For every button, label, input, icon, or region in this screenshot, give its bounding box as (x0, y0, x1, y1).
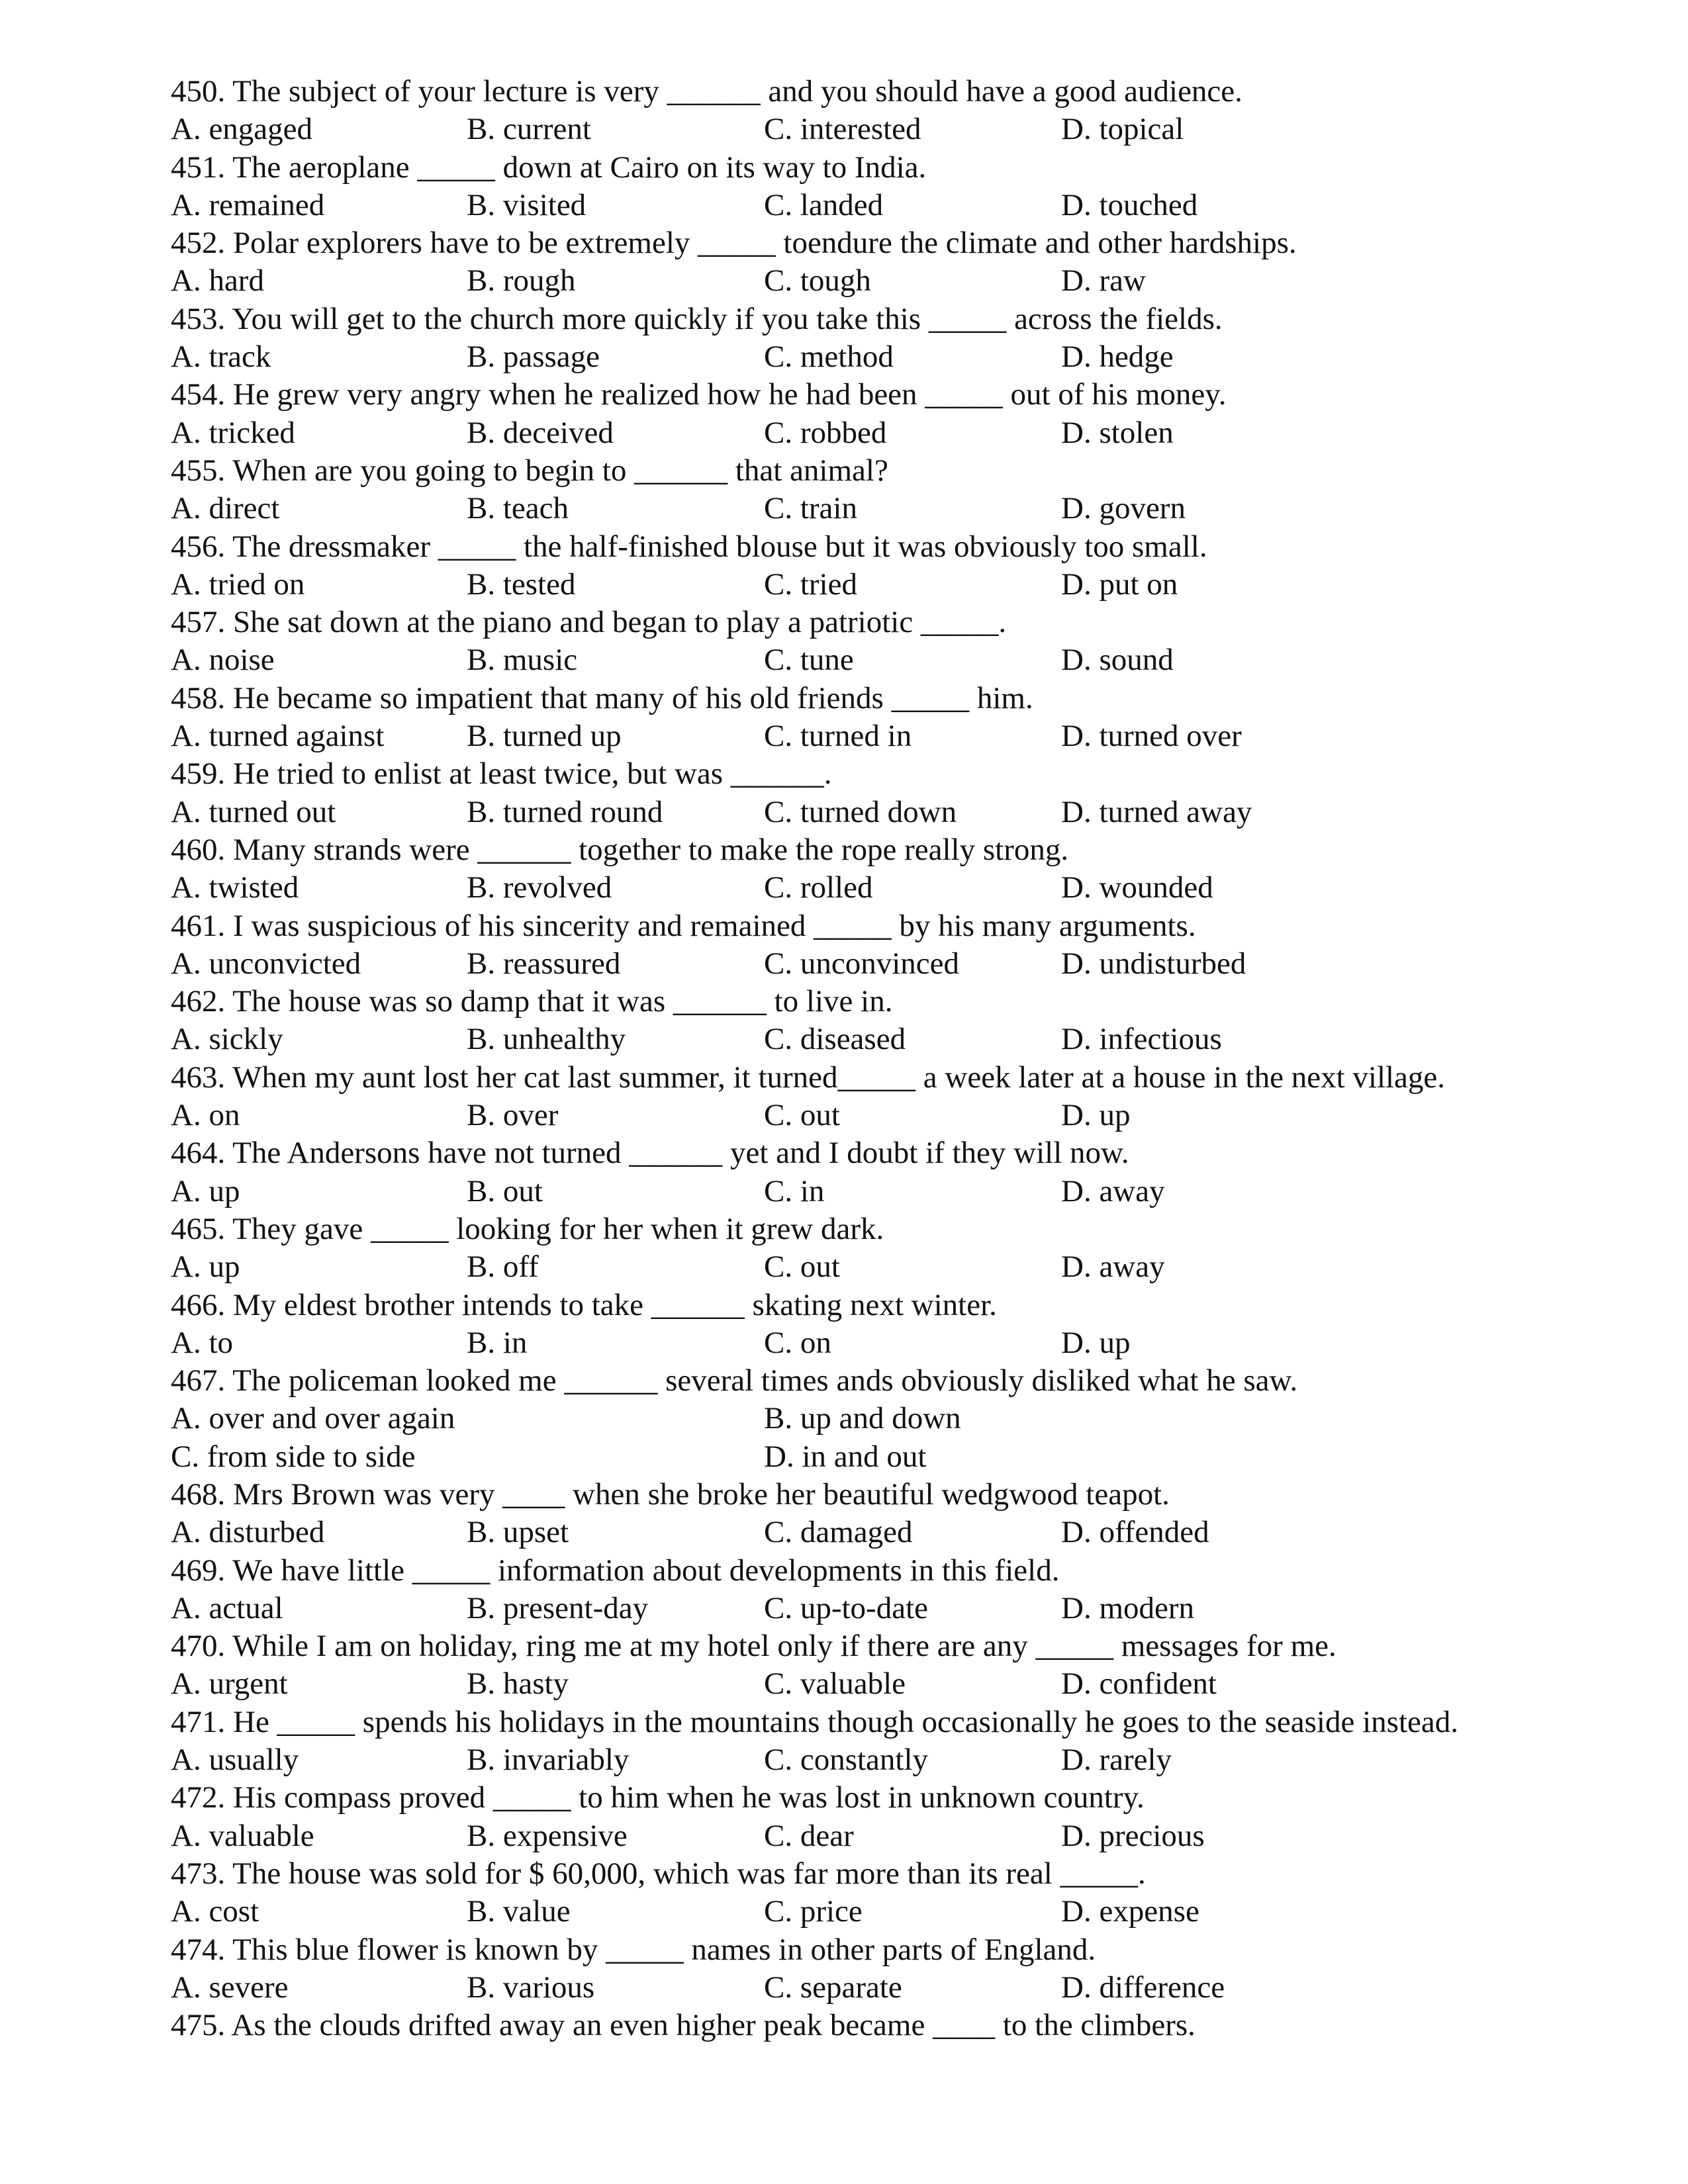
option-c: C. rolled (764, 870, 873, 905)
option-b: B. invariably (467, 1743, 630, 1778)
answer-options (171, 1817, 1475, 1855)
answer-options (171, 338, 1475, 376)
option-b: B. out (467, 1173, 543, 1208)
option-c: C. tried (764, 567, 857, 602)
option-c: C. train (764, 491, 857, 526)
option-d: D. precious (1061, 1818, 1205, 1853)
option-b: B. tested (467, 567, 576, 602)
option-b: B. rough (467, 263, 576, 298)
question-stem: 475. As the clouds drifted away an even higher peak became ____ to the climbers. (171, 2008, 1196, 2043)
option-b: B. reassured (467, 946, 621, 981)
option-b: B. turned round (467, 794, 663, 829)
document-page (171, 73, 1475, 2044)
option-b: B. up and down (764, 1401, 961, 1436)
option-d: D. confident (1061, 1666, 1217, 1702)
option-c: C. unconvinced (764, 946, 959, 981)
option-c: C. dear (764, 1818, 854, 1853)
option-a: A. sickly (171, 1022, 283, 1057)
question-stem: 471. He _____ spends his holidays in the mountains though occasionally he goes to the seaside instead. (171, 1704, 1458, 1739)
option-b: B. unhealthy (467, 1022, 626, 1057)
option-c: C. diseased (764, 1022, 906, 1057)
option-c: C. tune (764, 643, 854, 678)
option-b: B. upset (467, 1515, 569, 1550)
option-a: A. remained (171, 187, 325, 222)
option-d: D. in and out (764, 1439, 927, 1474)
option-a: A. to (171, 1325, 233, 1360)
option-d: D. govern (1061, 491, 1186, 526)
answer-options (171, 414, 1475, 452)
answer-options (171, 869, 1475, 907)
question-stem: 474. This blue flower is known by _____ names in other parts of England. (171, 1932, 1096, 1967)
option-a: A. engaged (171, 112, 313, 147)
option-b: B. current (467, 112, 591, 147)
option-c: C. damaged (764, 1515, 913, 1550)
option-c: C. from side to side (171, 1439, 416, 1474)
option-c: C. out (764, 1098, 840, 1133)
option-c: C. on (764, 1325, 831, 1360)
question-stem: 473. The house was sold for $ 60,000, which was far more than its real _____. (171, 1856, 1146, 1891)
option-a: A. up (171, 1173, 240, 1208)
option-d: D. away (1061, 1173, 1165, 1208)
question-stem: 464. The Andersons have not turned ______ yet and I doubt if they will now. (171, 1136, 1129, 1171)
option-a: A. direct (171, 491, 280, 526)
answer-options (171, 794, 1475, 831)
question-stem: 466. My eldest brother intends to take ______ skating next winter. (171, 1287, 997, 1322)
answer-options (171, 187, 1475, 224)
option-b: B. expensive (467, 1818, 628, 1853)
option-c: C. constantly (764, 1743, 929, 1778)
answer-options (171, 490, 1475, 527)
answer-options (171, 111, 1475, 148)
option-a: A. tricked (171, 415, 295, 450)
question-stem: 468. Mrs Brown was very ____ when she broke her beautiful wedgwood teapot. (171, 1477, 1170, 1512)
option-b: B. passage (467, 340, 600, 375)
answer-options (171, 1173, 1475, 1210)
answer-options (171, 262, 1475, 300)
question-stem: 461. I was suspicious of his sincerity and remained _____ by his many arguments. (171, 908, 1196, 943)
question-stem: 451. The aeroplane _____ down at Cairo on its way to India. (171, 150, 927, 185)
option-a: A. cost (171, 1894, 259, 1929)
answer-options (171, 1514, 1475, 1551)
option-d: D. away (1061, 1250, 1165, 1285)
option-d: D. difference (1061, 1970, 1225, 2005)
option-a: A. twisted (171, 870, 299, 905)
option-a: A. unconvicted (171, 946, 361, 981)
option-d: D. undisturbed (1061, 946, 1246, 981)
option-d: D. expense (1061, 1894, 1199, 1929)
answer-options (171, 717, 1475, 755)
option-d: D. rarely (1061, 1743, 1172, 1778)
option-d: D. hedge (1061, 340, 1174, 375)
option-c: C. method (764, 340, 894, 375)
option-a: A. valuable (171, 1818, 314, 1853)
question-stem: 463. When my aunt lost her cat last summer, it turned_____ a week later at a house in the next village. (171, 1060, 1446, 1095)
option-c: C. price (764, 1894, 863, 1929)
option-b: B. various (467, 1970, 595, 2005)
question-stem: 462. The house was so damp that it was ______ to live in. (171, 984, 893, 1019)
answer-options (171, 1021, 1475, 1058)
option-c: C. turned in (764, 719, 912, 754)
option-d: D. wounded (1061, 870, 1213, 905)
option-b: B. visited (467, 187, 586, 222)
option-a: A. usually (171, 1743, 299, 1778)
question-stem: 452. Polar explorers have to be extremely _____ toendure the climate and other hardships. (171, 226, 1297, 261)
option-d: D. stolen (1061, 415, 1174, 450)
option-b: B. value (467, 1894, 571, 1929)
option-a: A. tried on (171, 567, 305, 602)
question-stem: 470. While I am on holiday, ring me at my hotel only if there are any _____ messages for me. (171, 1629, 1336, 1664)
answer-options (171, 1324, 1475, 1362)
option-a: A. actual (171, 1590, 283, 1625)
option-b: B. hasty (467, 1666, 569, 1702)
answer-options (171, 641, 1475, 679)
question-stem: 459. He tried to enlist at least twice, but was ______. (171, 756, 832, 792)
option-c: C. up-to-date (764, 1590, 928, 1625)
option-c: C. out (764, 1250, 840, 1285)
option-a: A. disturbed (171, 1515, 325, 1550)
option-d: D. up (1061, 1098, 1131, 1133)
answer-options (171, 1097, 1475, 1134)
question-stem: 460. Many strands were ______ together to make the rope really strong. (171, 832, 1069, 867)
answer-options (171, 566, 1475, 604)
answer-options (171, 1969, 1475, 2007)
option-d: D. up (1061, 1325, 1131, 1360)
question-stem: 450. The subject of your lecture is very ______ and you should have a good audience. (171, 74, 1243, 109)
option-d: D. sound (1061, 643, 1174, 678)
answer-options (171, 1590, 1475, 1627)
option-b: B. teach (467, 491, 569, 526)
option-b: B. in (467, 1325, 528, 1360)
question-stem: 467. The policeman looked me ______ several times ands obviously disliked what he saw. (171, 1363, 1298, 1398)
option-c: C. robbed (764, 415, 887, 450)
question-stem: 454. He grew very angry when he realized how he had been _____ out of his money. (171, 377, 1227, 412)
option-a: A. hard (171, 263, 264, 298)
question-stem: 458. He became so impatient that many of his old friends _____ him. (171, 680, 1033, 715)
option-b: B. music (467, 643, 578, 678)
question-stem: 457. She sat down at the piano and began to play a patriotic _____. (171, 605, 1007, 640)
answer-options (171, 1400, 1475, 1476)
option-b: B. present-day (467, 1590, 649, 1625)
answer-options (171, 1665, 1475, 1703)
answer-options (171, 945, 1475, 983)
option-a: A. severe (171, 1970, 289, 2005)
option-c: C. landed (764, 187, 884, 222)
option-c: C. turned down (764, 794, 957, 829)
option-a: A. turned out (171, 794, 336, 829)
option-b: B. revolved (467, 870, 612, 905)
option-b: B. over (467, 1098, 559, 1133)
option-c: C. in (764, 1173, 825, 1208)
question-stem: 455. When are you going to begin to ______ that animal? (171, 453, 888, 488)
option-a: A. up (171, 1250, 240, 1285)
option-b: B. deceived (467, 415, 614, 450)
option-d: D. turned over (1061, 719, 1242, 754)
option-c: C. interested (764, 112, 921, 147)
option-d: D. offended (1061, 1515, 1209, 1550)
option-d: D. modern (1061, 1590, 1195, 1625)
question-stem: 472. His compass proved _____ to him when he was lost in unknown country. (171, 1780, 1145, 1815)
question-stem: 469. We have little _____ information about developments in this field. (171, 1553, 1060, 1588)
option-d: D. infectious (1061, 1022, 1222, 1057)
option-d: D. raw (1061, 263, 1146, 298)
option-a: A. track (171, 340, 271, 375)
option-a: A. over and over again (171, 1401, 455, 1436)
option-c: C. tough (764, 263, 871, 298)
option-a: A. on (171, 1098, 240, 1133)
option-c: C. valuable (764, 1666, 906, 1702)
question-stem: 453. You will get to the church more quickly if you take this _____ across the fields. (171, 301, 1223, 336)
option-b: B. turned up (467, 719, 622, 754)
option-d: D. turned away (1061, 794, 1252, 829)
option-d: D. topical (1061, 112, 1184, 147)
question-stem: 456. The dressmaker _____ the half-finished blouse but it was obviously too small. (171, 529, 1207, 564)
option-d: D. put on (1061, 567, 1178, 602)
option-a: A. turned against (171, 719, 385, 754)
option-a: A. noise (171, 643, 275, 678)
option-d: D. touched (1061, 187, 1198, 222)
answer-options (171, 1248, 1475, 1286)
option-a: A. urgent (171, 1666, 288, 1702)
answer-options (171, 1741, 1475, 1779)
question-stem: 465. They gave _____ looking for her when it grew dark. (171, 1211, 884, 1246)
answer-options (171, 1893, 1475, 1931)
option-b: B. off (467, 1250, 539, 1285)
option-c: C. separate (764, 1970, 902, 2005)
